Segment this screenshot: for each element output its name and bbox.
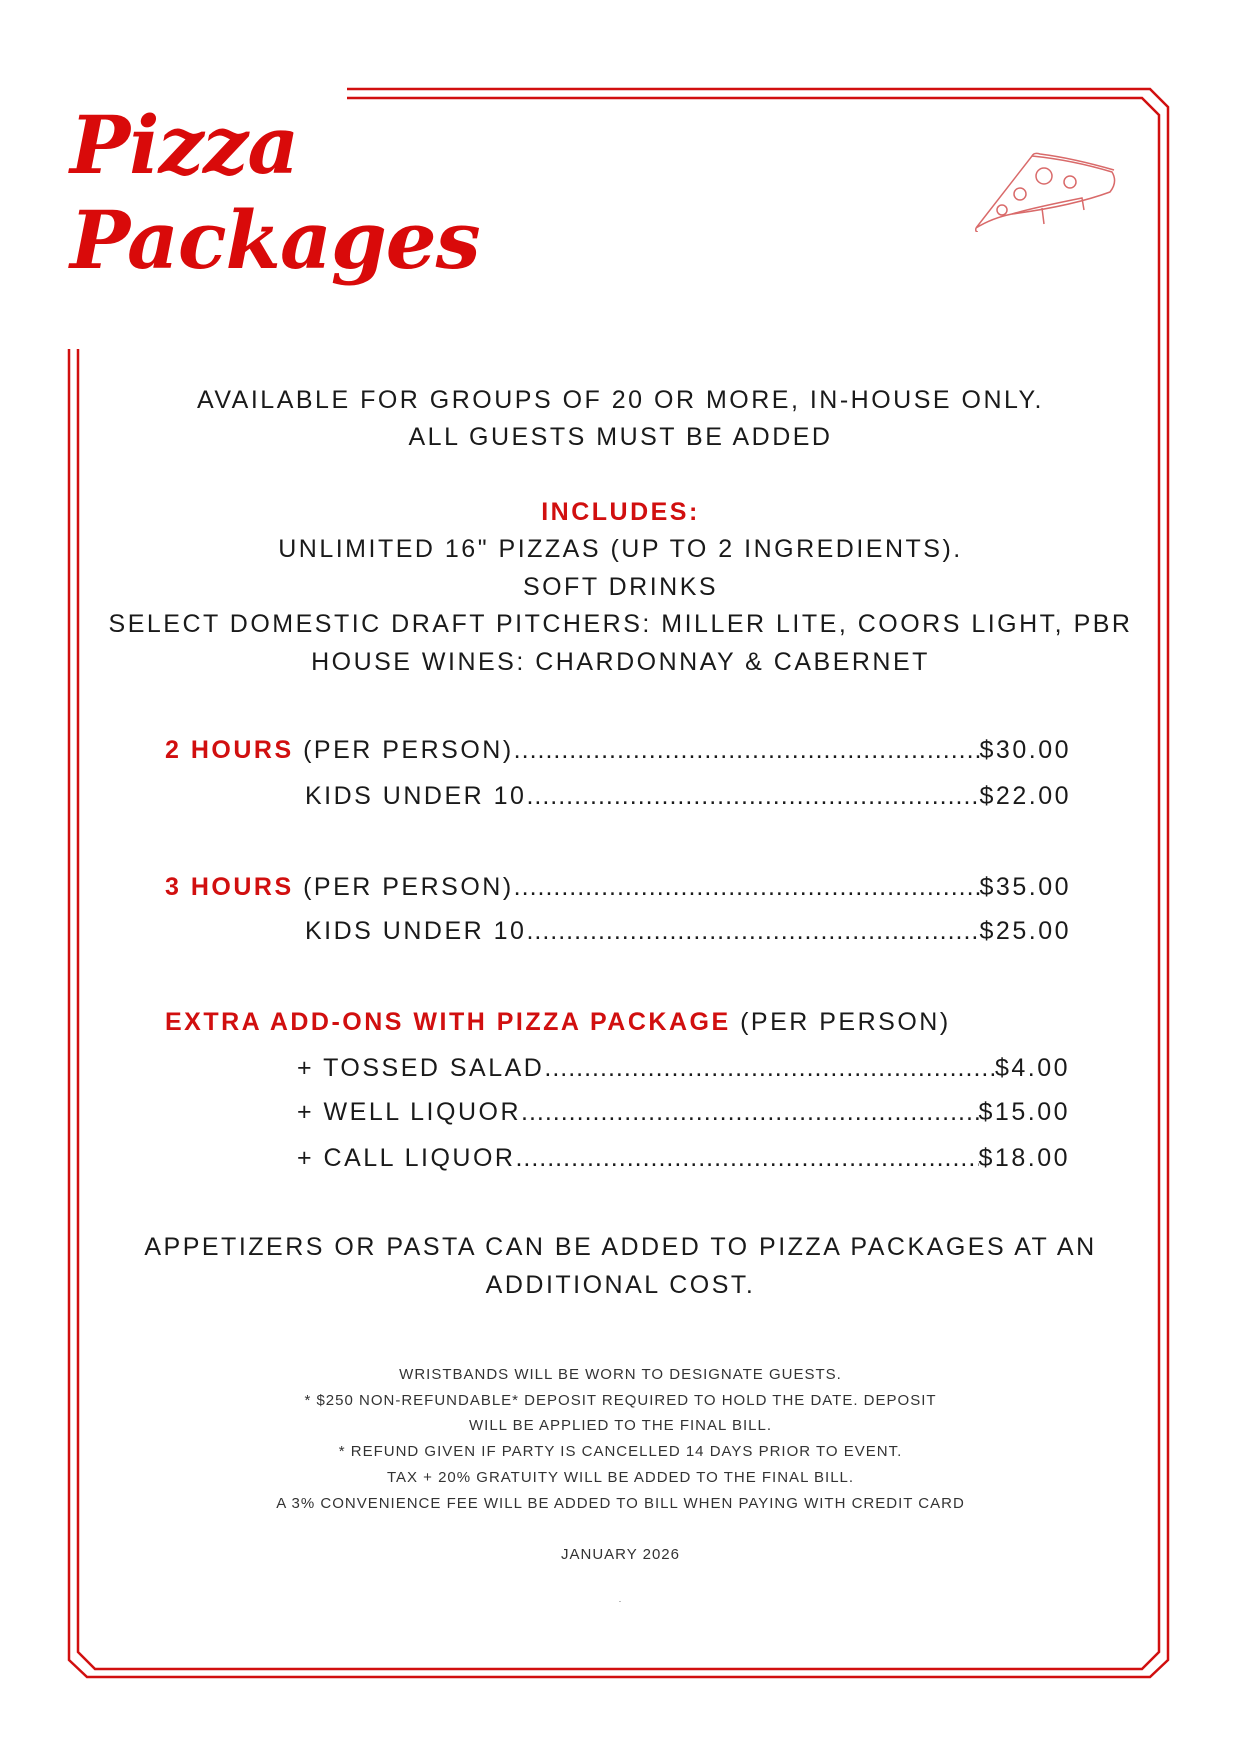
- leader-dots: [521, 1100, 979, 1125]
- date: JANUARY 2026: [560, 1546, 680, 1563]
- addon-price: $18.00: [978, 1144, 1070, 1172]
- leader-dots: [544, 1056, 995, 1081]
- package-2-hours: [165, 738, 1071, 763]
- fine-print-line: WRISTBANDS WILL BE WORN TO DESIGNATE GUESTS.: [399, 1366, 842, 1383]
- addon-price: $15.00: [978, 1098, 1070, 1126]
- leader-dots: [514, 875, 980, 900]
- package-price: $35.00: [979, 873, 1071, 901]
- fine-print-line: * REFUND GIVEN IF PARTY IS CANCELLED 14 DAYS PRIOR TO EVENT.: [338, 1443, 903, 1460]
- title-pizza: Pizza: [70, 98, 299, 192]
- package-label: 3 HOURS: [165, 873, 294, 901]
- include-item: SELECT DOMESTIC DRAFT PITCHERS: MILLER LITE, COORS LIGHT, PBR: [108, 610, 1133, 638]
- title-packages: Packages: [70, 193, 480, 287]
- fine-print-line: A 3% CONVENIENCE FEE WILL BE ADDED TO BILL WHEN PAYING WITH CREDIT CARD: [276, 1495, 965, 1512]
- package-suffix: (PER PERSON): [293, 873, 514, 901]
- leader-dots: [526, 784, 979, 809]
- addon-label: + WELL LIQUOR: [297, 1098, 521, 1126]
- package-2-hours-kids: [305, 784, 1071, 809]
- addon-label: + TOSSED SALAD: [297, 1054, 545, 1082]
- fine-print-line: WILL BE APPLIED TO THE FINAL BILL.: [469, 1417, 772, 1434]
- fine-print-line: TAX + 20% GRATUITY WILL BE ADDED TO THE FINAL BILL.: [386, 1469, 855, 1486]
- include-item: HOUSE WINES: CHARDONNAY & CABERNET: [311, 648, 930, 676]
- note-line: APPETIZERS OR PASTA CAN BE ADDED TO PIZZA PACKAGES AT AN: [144, 1233, 1097, 1261]
- addon-item: [297, 1100, 1070, 1125]
- intro-line: AVAILABLE FOR GROUPS OF 20 OR MORE, IN-HOUSE ONLY.: [197, 386, 1044, 414]
- addons-suffix: (PER PERSON): [730, 1008, 951, 1036]
- addon-item: [297, 1146, 1070, 1171]
- package-price: $30.00: [979, 736, 1071, 764]
- fine-print-line: * $250 NON-REFUNDABLE* DEPOSIT REQUIRED TO HOLD THE DATE. DEPOSIT: [304, 1392, 937, 1409]
- leader-dots: [526, 919, 979, 944]
- package-suffix: (PER PERSON): [293, 736, 514, 764]
- footer-dot: .: [618, 1595, 623, 1604]
- addons-heading-row: [165, 1010, 951, 1035]
- addon-label: + CALL LIQUOR: [297, 1144, 516, 1172]
- package-label: 2 HOURS: [165, 736, 294, 764]
- kids-price: $22.00: [979, 782, 1071, 810]
- intro-line: ALL GUESTS MUST BE ADDED: [408, 423, 833, 451]
- leader-dots: [514, 738, 980, 763]
- note-line: ADDITIONAL COST.: [485, 1271, 756, 1299]
- package-3-hours: [165, 875, 1071, 900]
- pizza-slice-icon: [972, 150, 1120, 232]
- addon-item: [297, 1056, 1070, 1081]
- package-3-hours-kids: [305, 919, 1071, 944]
- kids-label: KIDS UNDER 10: [305, 782, 527, 810]
- addons-heading: EXTRA ADD-ONS WITH PIZZA PACKAGE: [165, 1008, 731, 1036]
- kids-label: KIDS UNDER 10: [305, 917, 527, 945]
- include-item: SOFT DRINKS: [522, 573, 719, 601]
- include-item: UNLIMITED 16" PIZZAS (UP TO 2 INGREDIENTS).: [278, 535, 963, 563]
- leader-dots: [515, 1146, 978, 1171]
- addon-price: $4.00: [994, 1054, 1070, 1082]
- includes-heading: INCLUDES:: [541, 498, 700, 526]
- kids-price: $25.00: [979, 917, 1071, 945]
